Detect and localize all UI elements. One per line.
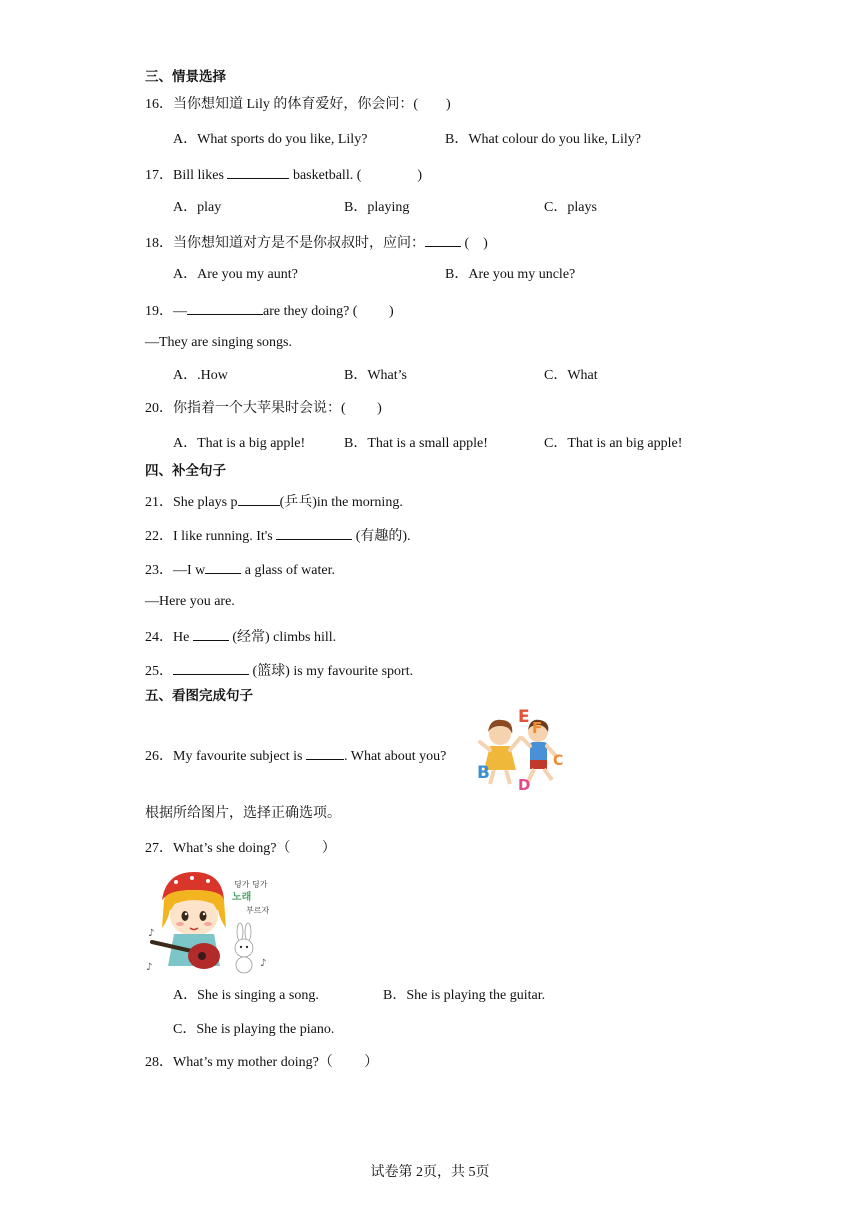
svg-text:♪: ♪ [260,958,267,969]
q20-option-c: C．That is an big apple! [544,436,683,451]
letter-b: B [477,763,490,783]
q19-option-c: C．What [544,368,598,383]
q23-pre: 23．—I w [145,563,206,578]
question-19 [145,300,394,321]
q26-post: . What about you? [343,749,447,764]
question-28: 28．What’s my mother doing?（ ） [145,1055,379,1070]
q20-option-b: B．That is a small apple! [344,436,488,451]
q21-pre: 21．She plays p [145,495,238,510]
q16-option-a: A．What sports do you like, Lily? [173,132,368,147]
question-22 [145,525,411,546]
q19-stem-pre: 19．— [145,304,187,319]
q20-option-a: A．That is a big apple! [173,436,306,451]
svg-text:♪: ♪ [146,962,153,973]
q17-option-b: B．playing [344,200,410,215]
q27-option-a: A．She is singing a song. [173,988,319,1003]
q18-blank [425,232,461,247]
letter-c: C [553,753,564,769]
image-text-line2: 노래 [232,892,252,903]
q17-option-c: C．plays [544,200,597,215]
q18-option-b: B．Are you my uncle? [445,267,576,282]
q22-post: (有趣的). [352,529,411,544]
instruction-text: 根据所给图片，选择正确选项。 [145,806,341,821]
q24-pre: 24．He [145,630,193,645]
q23-post: a glass of water. [241,563,335,578]
question-24 [145,626,336,647]
bunny-body [236,957,252,973]
image-text-line1: 딩가 딩가 [234,880,268,889]
q24-blank [193,626,229,641]
question-27: 27．What’s she doing?（ ） [145,841,336,856]
q26-blank [306,745,344,760]
q24-post: (经常) climbs hill. [228,630,337,645]
letter-f: F [532,719,543,737]
q23-blank [205,559,241,574]
q19-stem-post: are they doing? ( ) [263,304,394,319]
bunny-ear-right [245,923,251,941]
bunny-head [235,939,253,957]
q16-option-b: B．What colour do you like, Lily? [445,132,641,147]
q18-stem-pre: 18．当你想知道对方是不是你叔叔时，应问： [145,236,425,251]
q17-stem-post: basketball. ( ) [289,168,423,183]
question-20: 20．你指着一个大苹果时会说：( ) [145,401,382,416]
q17-stem-pre: 17．Bill likes [145,168,228,183]
question-16: 16．当你想知道 Lily 的体育爱好，你会问：( ) [145,97,451,112]
q18-option-a: A．Are you my aunt? [173,267,298,282]
letter-d: D [518,776,531,794]
q19-option-b: B．What’s [344,368,407,383]
question-25 [145,660,413,681]
bunny-ear-left [237,923,243,941]
q17-blank [227,164,289,179]
boy-shirt [530,742,547,762]
q18-stem-post: ( ) [461,236,488,251]
q21-blank [238,491,280,506]
section-4-title: 四、补全句子 [145,463,226,479]
page-footer: 试卷第 2页，共 5页 [370,1165,490,1180]
q23-reply: —Here you are. [145,594,235,609]
question-17 [145,164,422,185]
q25-pre: 25． [145,664,173,679]
section-3-title: 三、情景选择 [145,69,226,85]
question-18 [145,232,488,253]
q27-option-b: B．She is playing the guitar. [383,988,546,1003]
q19-reply: —They are singing songs. [145,335,292,350]
question-26 [145,745,446,766]
q22-blank [276,525,352,540]
q22-pre: 22．I like running. It's [145,529,277,544]
q21-post: (乒乓)in the morning. [279,495,403,510]
q26-pre: 26．My favourite subject is [145,749,306,764]
q19-option-a: A．.How [173,368,228,383]
question-21 [145,491,403,512]
q27-option-c: C．She is playing the piano. [173,1022,335,1037]
section-5-title: 五、看图完成句子 [145,688,253,704]
q19-blank [187,300,263,315]
image-text-line3: 부르자 [246,906,270,915]
q25-blank [173,660,249,675]
question-23 [145,559,335,580]
q17-option-a: A．play [173,200,222,215]
svg-text:♪: ♪ [148,928,155,939]
q25-post: (篮球) is my favourite sport. [249,664,414,679]
letter-e: E [518,707,530,727]
